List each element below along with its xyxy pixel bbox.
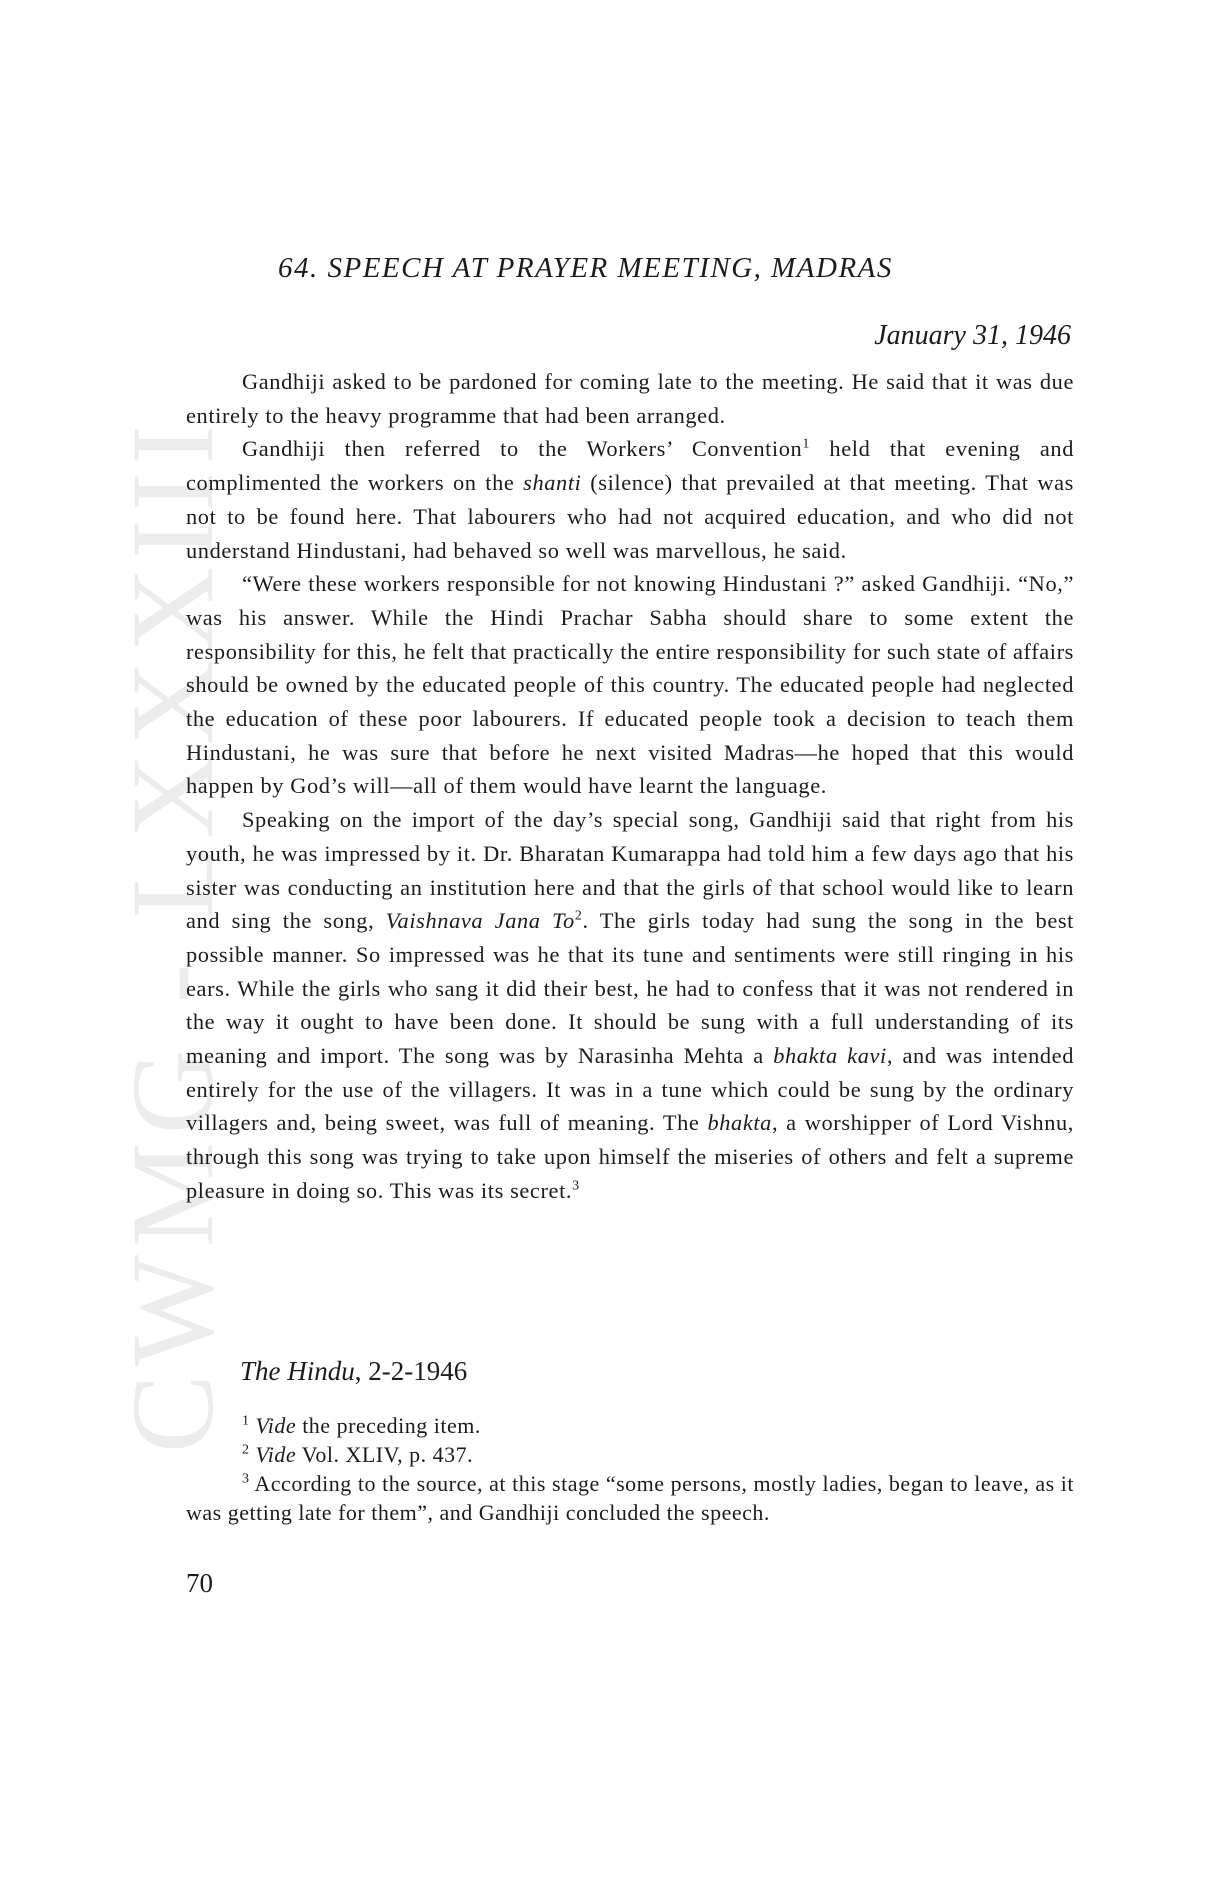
text-run: Speaking on the import of the day’s special song, Gandhiji said that right from his youth, he was impressed by it. Dr. Bharatan Kumarappa had told him a few days ago that his sister was conducting an institution here and that the girls of that school would like to learn and sing the song, <box>186 807 1074 934</box>
italic-text: Vide <box>255 1442 297 1467</box>
page-number: 70 <box>186 1568 213 1598</box>
text-run: the preceding item. <box>296 1413 481 1438</box>
watermark-text: CWMG - LXXXIII <box>107 416 238 1454</box>
source-publication: The Hindu <box>240 1356 355 1386</box>
paragraph <box>186 432 1074 567</box>
text-run: Gandhiji then referred to the Workers’ Convention <box>242 436 803 462</box>
source-date: , 2-2-1946 <box>354 1356 468 1386</box>
speech-body <box>186 365 1074 1208</box>
footnote <box>186 1411 1074 1440</box>
footnote-marker: 2 <box>574 908 583 924</box>
text-run: , and was intended entirely for the use of the villagers. It was in a tune which could be sung by the ordinary villagers and, being sweet, was full of meaning. The <box>186 1043 1074 1136</box>
text-run: held that evening and complimented the workers on the <box>186 436 1074 496</box>
speech-date: January 31, 1946 <box>874 320 1071 351</box>
italic-text: Vaishnava Jana To <box>385 908 575 934</box>
footnote-marker: 3 <box>572 1178 580 1194</box>
footnotes <box>186 1411 1074 1527</box>
text-run: , a worshipper of Lord Vishnu, through this song was trying to take upon himself the miseries of others and felt a supreme pleasure in doing so. This was its secret. <box>186 1110 1074 1203</box>
footnote-marker: 1 <box>802 436 810 452</box>
paragraph <box>186 365 1074 432</box>
footnote <box>186 1440 1074 1469</box>
page-title: 64. SPEECH AT PRAYER MEETING, MADRAS <box>278 252 893 284</box>
paragraph <box>186 803 1074 1207</box>
text-run: (silence) that prevailed at that meeting. That was not to be found here. That labourers who had not acquired education, and who did not understand Hindustani, had behaved so well was marvellous, he said. <box>186 470 1074 563</box>
footnote-marker: 2 <box>242 1442 250 1458</box>
text-run: According to the source, at this stage “some persons, mostly ladies, began to leave, as it was getting late for them”, and Gandhiji concluded the speech. <box>186 1471 1074 1525</box>
footnote-marker: 1 <box>242 1413 250 1429</box>
italic-text: bhakta kavi <box>773 1043 887 1069</box>
footnote-marker: 3 <box>242 1471 250 1487</box>
text-run: “Were these workers responsible for not knowing Hindustani ?” asked Gandhiji. “No,” was his answer. While the Hindi Prachar Sabha should share to some extent the responsibility for this, he felt that practically the entire responsibility for such state of affairs should be owned by the educated people of this country. The educated people had neglected the education of these poor labourers. If educated people took a decision to teach them Hindustani, he was sure that before he next visited Madras—he hoped that this would happen by God’s will—all of them would have learnt the language. <box>186 571 1074 799</box>
footnote <box>186 1469 1074 1527</box>
italic-text: bhakta <box>707 1110 772 1136</box>
text-run: Gandhiji asked to be pardoned for coming late to the meeting. He said that it was due entirely to the heavy programme that had been arranged. <box>186 369 1074 428</box>
text-run: Vol. XLIV, p. 437. <box>296 1442 474 1467</box>
italic-text: Vide <box>255 1413 297 1438</box>
paragraph <box>186 567 1074 803</box>
text-run: . The girls today had sung the song in the best possible manner. So impressed was he that its tune and sentiments were still ringing in his ears. While the girls who sang it did their best, he had to confess that it was not rendered in the way it ought to have been done. It should be sung with a full understanding of its meaning and import. The song was by Narasinha Mehta a <box>186 908 1074 1069</box>
italic-text: shanti <box>523 470 582 496</box>
source-citation <box>240 1356 467 1387</box>
